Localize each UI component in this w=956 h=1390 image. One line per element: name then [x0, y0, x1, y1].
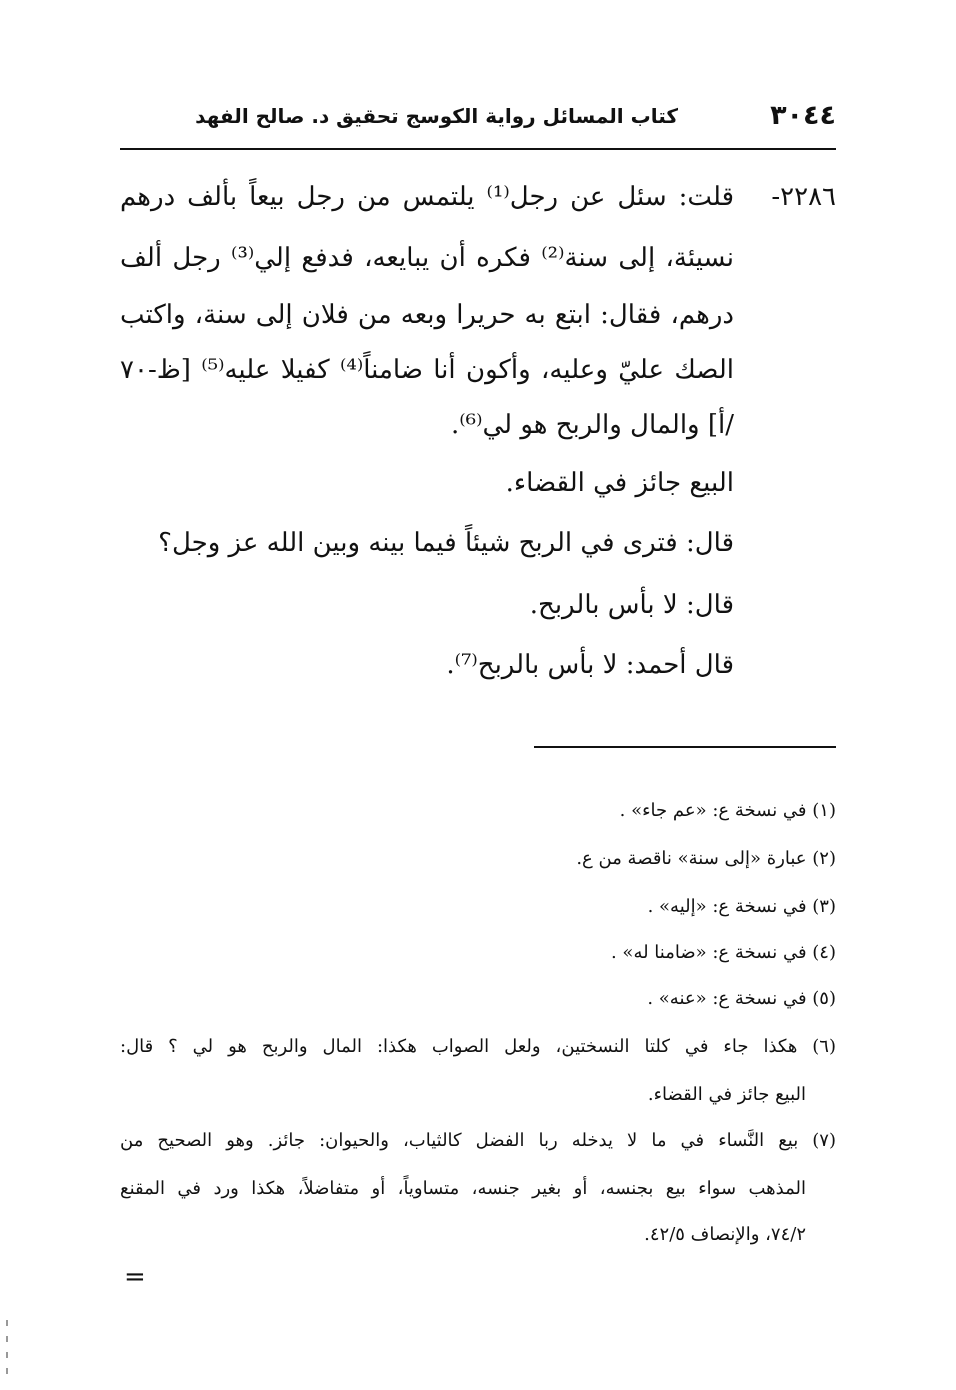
footnote-5: (٥) في نسخة ع: «عنه» .: [647, 988, 836, 1009]
footnote-1: (١) في نسخة ع: «عم جاء» .: [619, 800, 836, 821]
body-line-9: قال أحمد: لا بأس بالربح⁽⁷⁾.: [446, 650, 734, 680]
body-line-3: درهم، فقال: ابتع به حريرا وبعه من فلان إلى سنة، واكتب: [120, 300, 734, 330]
footnote-4: (٤) في نسخة ع: «ضامنا له» .: [610, 942, 836, 963]
footnote-7-line-2: المذهب سواء بيع بجنسه، أو بغير جنسه، متساوياً، أو متفاضلاً، هكذا ورد في المقنع: [120, 1178, 806, 1199]
scan-margin-marks: [6, 1320, 8, 1380]
issue-number: ٢٢٨٦-: [771, 182, 836, 212]
footnote-6-line-2: البيع جائز في القضاء.: [647, 1084, 806, 1105]
running-title: كتاب المسائل رواية الكوسج تحقيق د. صالح الفهد: [195, 104, 678, 128]
footnote-3: (٣) في نسخة ع: «إليه» .: [647, 896, 836, 917]
body-line-2: نسيئة، إلى سنة⁽²⁾ فكره أن يبايعه، فدفع إلي⁽³⁾ رجل ألف: [120, 243, 734, 273]
end-mark: =: [124, 1262, 146, 1292]
header-rule: [120, 148, 836, 150]
footnote-7-line-1: (٧) بيع النَّساء في ما لا يدخله ربا الفضل كالثياب، والحيوان: جائز. وهو الصحيح من: [120, 1130, 836, 1151]
page-header: [120, 96, 836, 146]
body-line-5: /أ] والمال والربح هو لي⁽⁶⁾.: [450, 410, 734, 440]
footnote-7-line-3: ٧٤/٢، والإنصاف ٤٢/٥.: [644, 1224, 806, 1245]
body-line-1: قلت: سئل عن رجل⁽¹⁾ يلتمس من رجل بيعاً بألف درهم: [120, 182, 735, 212]
footnote-2: (٢) عبارة «إلى سنة» ناقصة من ع.: [576, 848, 836, 869]
footnote-rule: [534, 746, 836, 748]
body-line-7: قال: فترى في الربح شيئاً فيما بينه وبين الله عز وجل؟: [158, 528, 734, 558]
body-line-4: الصك عليّ وعليه، وأكون أنا ضامناً⁽⁴⁾ كفيلا عليه⁽⁵⁾ [ظ-٧٠: [120, 355, 734, 385]
page-number: ٣٠٤٤: [770, 100, 836, 131]
body-line-8: قال: لا بأس بالربح.: [529, 590, 734, 620]
footnote-6-line-1: (٦) هكذا جاء في كلتا النسختين، ولعل الصواب هكذا: المال والربح هو لي ؟ قال:: [120, 1036, 836, 1057]
body-line-6: البيع جائز في القضاء.: [505, 468, 734, 498]
